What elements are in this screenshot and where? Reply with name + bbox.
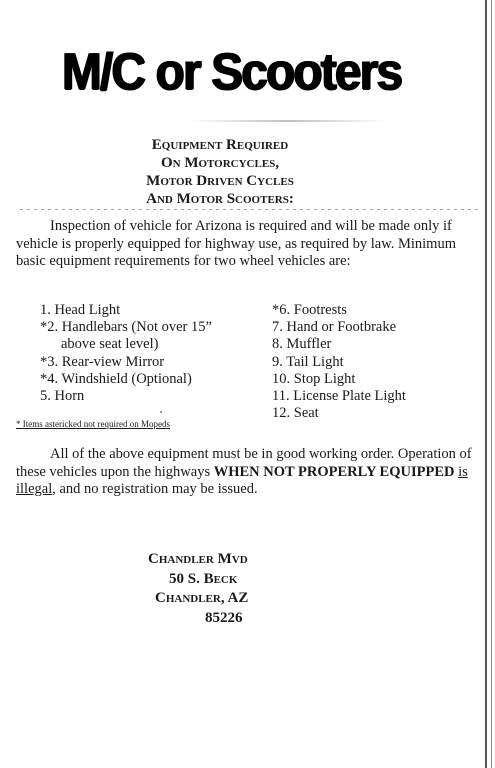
- list-item-continuation: above seat level): [61, 336, 159, 353]
- warning-emphasis: WHEN NOT PROPERLY EQUIPPED: [213, 463, 455, 480]
- heading-line-1: Equipment Required: [151, 137, 289, 153]
- list-item: 8. Muffler: [272, 336, 332, 353]
- heading-line-3: Motor Driven Cycles: [146, 173, 294, 189]
- address-street: 50 S. Beck: [169, 570, 238, 587]
- list-item: 10. Stop Light: [272, 370, 356, 387]
- warning-text-start: All of the above equipment must be in good working order. Operation of these vehicles upon the highways: [16, 446, 472, 480]
- heading-line-2: On Motorcycles,: [160, 155, 280, 171]
- list-item: 11. License Plate Light: [272, 388, 406, 405]
- footnote: * Items astericked not required on Mopeds: [16, 419, 170, 429]
- equipment-list-right: [272, 302, 482, 422]
- heading-line-4: And Motor Scooters:: [146, 191, 294, 207]
- scan-speck: [160, 411, 162, 413]
- scan-smudge: [188, 120, 388, 122]
- warning-paragraph: [16, 446, 484, 499]
- warning-text-end: , and no registration may be issued.: [52, 481, 258, 497]
- list-item: 12. Seat: [272, 405, 319, 422]
- document-title: M/C or Scooters: [62, 43, 402, 101]
- list-item: 7. Hand or Footbrake: [272, 319, 397, 336]
- intro-paragraph: Inspection of vehicle for Arizona is required and will be made only if vehicle is properly equipped for highway use, as required by law. Minimum basic equipment requirements for two wheel vehicles are:: [16, 218, 456, 269]
- scan-edge-line-inner: [491, 0, 492, 768]
- scan-edge-line: [485, 0, 487, 768]
- address-office-name: Chandler Mvd: [148, 551, 248, 567]
- list-item: *3. Rear-view Mirror: [40, 353, 165, 370]
- list-item: 5. Horn: [40, 388, 85, 405]
- section-heading: [120, 136, 320, 208]
- equipment-list-left: [40, 302, 270, 405]
- address-city-state: Chandler, AZ: [155, 590, 249, 606]
- office-address: [148, 550, 348, 628]
- address-zip: 85226: [205, 609, 243, 626]
- list-item: *4. Windshield (Optional): [40, 370, 192, 387]
- list-item: *2. Handlebars (Not over 15”: [40, 319, 212, 336]
- list-item: *6. Footrests: [272, 302, 347, 318]
- list-item: 1. Head Light: [40, 302, 121, 318]
- list-item: 9. Tail Light: [272, 353, 344, 370]
- scan-artifact-line: [20, 209, 480, 210]
- warning-illegal: is illegal: [16, 463, 468, 497]
